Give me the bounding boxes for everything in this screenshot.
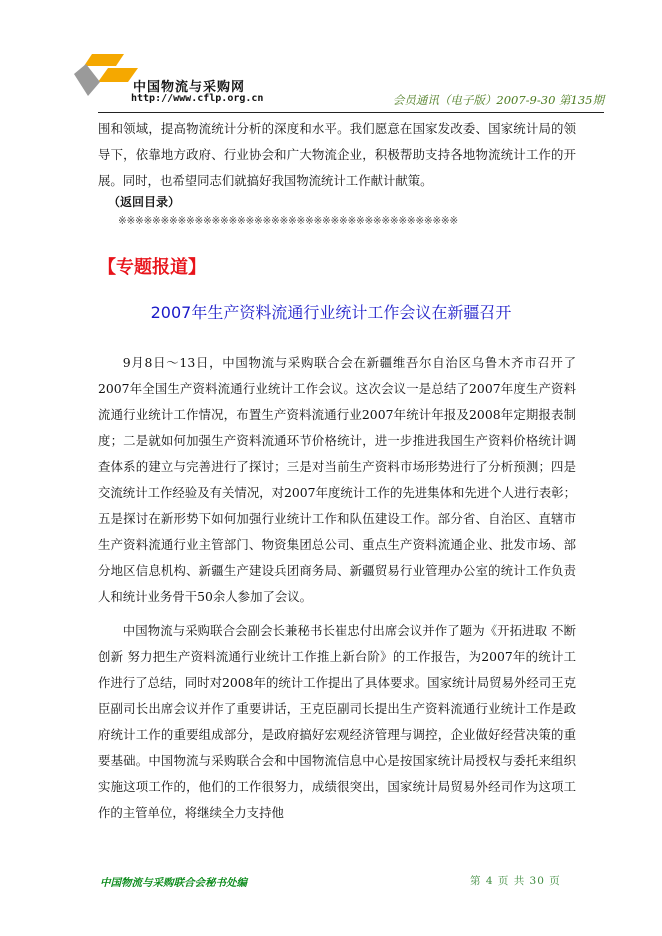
separator-line: ※※※※※※※※※※※※※※※※※※※※※※※※※※※※※※※※※※※※※※※※ (118, 215, 458, 227)
article-body (98, 350, 576, 826)
return-to-toc-link[interactable]: （返回目录） (108, 195, 181, 209)
article-paragraph: 中国物流与采购联合会副会长兼秘书长崔忠付出席会议并作了题为《开拓进取 不断创新 努力把生产资料流通行业统计工作推上新台阶》的工作报告，为2007年的统计工作进行了总结，同时对2008年的统计工作提出了具体要求。国家统计局贸易外经司王克臣副司长出席会议并作了重要讲话，王克臣副司长提出生产资料流通行业统计工作是政府统计工作的重要组成部分，是政府搞好宏观经济管理与调控，企业做好经营决策的重要基础。中国物流与采购联合会和中国物流信息中心是按国家统计局授权与委托来组织实施这项工作的，他们的工作很努力，成绩很突出，国家统计局贸易外经司作为这项工作的主管单位，将继续全力支持他 (98, 623, 576, 820)
article-title: 2007年生产资料流通行业统计工作会议在新疆召开 (150, 303, 512, 322)
article-paragraph: 9月8日～13日，中国物流与采购联合会在新疆维吾尔自治区乌鲁木齐市召开了2007年全国生产资料流通行业统计工作会议。这次会议一是总结了2007年度生产资料流通行业统计工作情况，布置生产资料流通行业2007年统计年报及2008年定期报表制度；二是就如何加强生产资料流通环节价格统计，进一步推进我国生产资料价格统计调查体系的建立与完善进行了探讨；三是对当前生产资料市场形势进行了分析预测；四是交流统计工作经验及有关情况，对2007年度统计工作的先进集体和先进个人进行表彰；五是探讨在新形势下如何加强行业统计工作和队伍建设工作。部分省、自治区、直辖市生产资料流通行业主管部门、物资集团总公司、重点生产资料流通企业、批发市场、部分地区信息机构、新疆生产建设兵团商务局、新疆贸易行业管理办公室的统计工作负责人和统计业务骨干50余人参加了会议。 (98, 355, 576, 604)
footer-page-info: 第 4 页 共 30 页 (470, 875, 561, 887)
logo-url: http://www.cflp.org.cn (131, 93, 264, 104)
logo-name: 中国物流与采购网 (133, 80, 246, 95)
intro-text: 围和领域，提高物流统计分析的深度和水平。我们愿意在国家发改委、国家统计局的领导下，依靠地方政府、行业协会和广大物流企业，积极帮助支持各地物流统计工作的开展。同时，也希望同志们就搞好我国物流统计工作献计献策。 (98, 121, 576, 188)
header-rule (98, 112, 604, 113)
intro-paragraph (98, 116, 576, 194)
issue-line: 会员通讯（电子版）2007-9-30 第135期 (392, 93, 604, 107)
footer-publisher: 中国物流与采购联合会秘书处编 (100, 877, 247, 889)
section-heading: 【专题报道】 (98, 257, 206, 278)
